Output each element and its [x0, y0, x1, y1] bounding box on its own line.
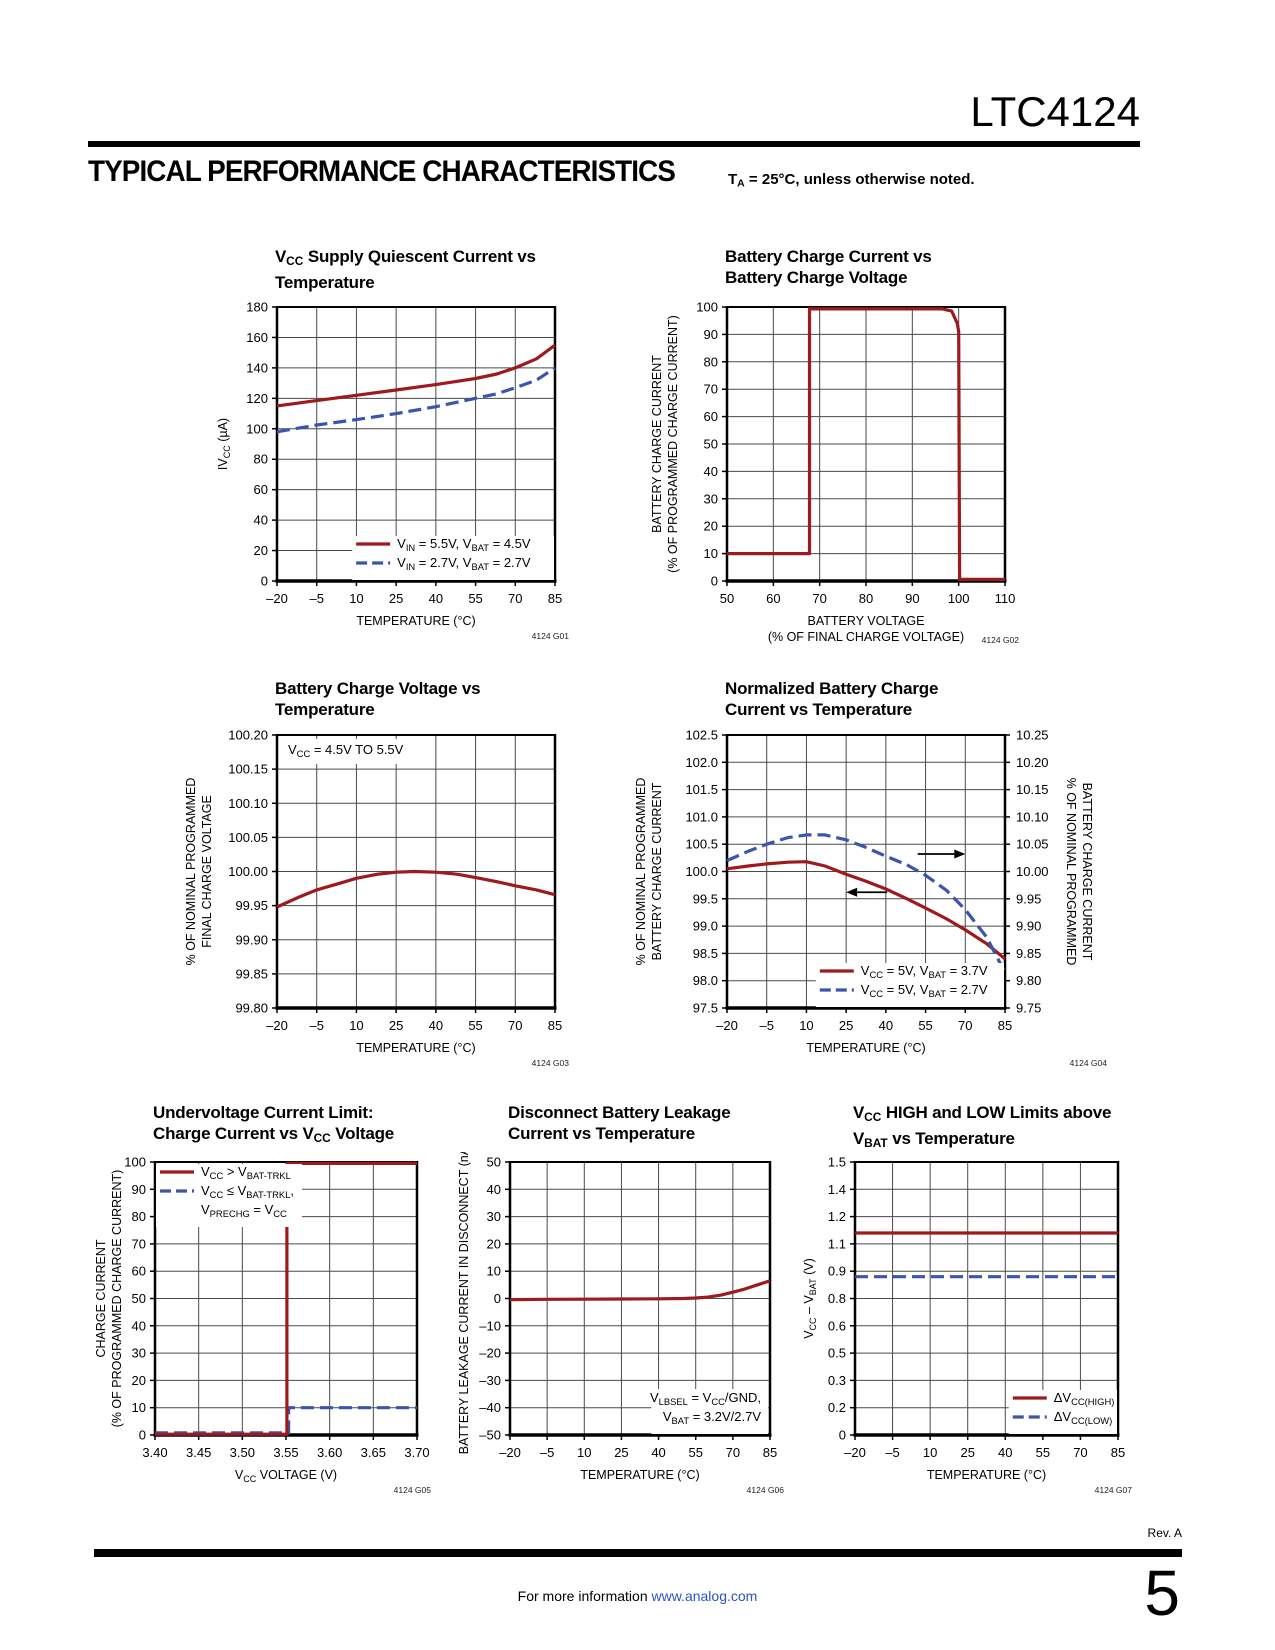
- svg-text:4124 G02: 4124 G02: [981, 635, 1019, 645]
- svg-text:ΔVCC(HIGH): $\Delta V_{CC(HIGH)}$: [1053, 1390, 1115, 1407]
- svg-text:0: 0: [260, 573, 268, 589]
- svg-text:4124 G03: 4124 G03: [531, 1058, 569, 1068]
- svg-text:40: 40: [131, 1318, 146, 1334]
- svg-text:10: 10: [349, 591, 364, 606]
- svg-text:99.85: 99.85: [235, 966, 268, 982]
- svg-text:10: 10: [799, 1018, 814, 1033]
- svg-text:55: 55: [468, 591, 483, 606]
- svg-text:55: 55: [468, 1018, 483, 1033]
- svg-text:10.25: 10.25: [1016, 727, 1049, 743]
- svg-text:10.15: 10.15: [1016, 782, 1049, 798]
- footer-text: For more information: [517, 1588, 652, 1604]
- svg-text:70: 70: [703, 381, 718, 397]
- chart-battery-charge-current: [647, 297, 1021, 666]
- svg-text:85: 85: [547, 1018, 563, 1033]
- svg-text:99.5: 99.5: [692, 891, 718, 907]
- svg-text:(% OF PROGRAMMED CHARGE CURREN: (% OF PROGRAMMED CHARGE CURRENT): [110, 1169, 124, 1428]
- svg-text:–20: –20: [479, 1345, 501, 1361]
- svg-text:3.55: 3.55: [273, 1445, 299, 1460]
- svg-text:4124 G05: 4124 G05: [393, 1485, 431, 1495]
- svg-text:9.90: 9.90: [1016, 918, 1042, 934]
- svg-text:55: 55: [1035, 1445, 1051, 1460]
- svg-text:VIN = 5.5V, VBAT = 4.5V: $V_{IN} = 5.5V$, $V_{BAT} = 4.5V$: [397, 536, 531, 553]
- svg-text:99.95: 99.95: [235, 898, 268, 914]
- svg-text:50: 50: [703, 436, 718, 452]
- svg-text:IVCC (µA): $IV_{CC}$ (µA): [216, 417, 232, 471]
- svg-text:BATTERY CHARGE CURRENT: BATTERY CHARGE CURRENT: [650, 355, 664, 533]
- svg-text:100: 100: [124, 1154, 146, 1170]
- svg-text:98.5: 98.5: [692, 945, 718, 961]
- svg-text:80: 80: [703, 354, 718, 370]
- svg-text:40: 40: [878, 1018, 894, 1033]
- svg-text:100.05: 100.05: [228, 829, 268, 845]
- svg-text:50: 50: [486, 1154, 501, 1170]
- svg-text:VCC = 5V, VBAT = 3.7V: $V_{CC} = 5V$, $V_{BAT} = 3.7V$: [860, 963, 988, 980]
- svg-text:25: 25: [838, 1018, 854, 1033]
- svg-text:97.5: 97.5: [692, 1000, 718, 1016]
- svg-text:100: 100: [696, 299, 718, 315]
- svg-text:85: 85: [1110, 1445, 1126, 1460]
- svg-text:40: 40: [428, 1018, 444, 1033]
- svg-text:100.5: 100.5: [685, 836, 718, 852]
- svg-text:100.00: 100.00: [228, 864, 268, 879]
- svg-text:–5: –5: [759, 1018, 774, 1033]
- footer-bar: [94, 1549, 1182, 1557]
- svg-text:BATTERY VOLTAGE: BATTERY VOLTAGE: [807, 614, 925, 628]
- svg-text:BATTERY CHARGE CURRENT: BATTERY CHARGE CURRENT: [1080, 782, 1094, 961]
- svg-text:TEMPERATURE (°C): TEMPERATURE (°C): [806, 1041, 926, 1055]
- svg-text:99.90: 99.90: [235, 932, 268, 948]
- svg-text:10: 10: [577, 1445, 592, 1460]
- svg-text:3.40: 3.40: [142, 1445, 168, 1460]
- svg-text:10.05: 10.05: [1016, 836, 1049, 852]
- svg-text:80: 80: [858, 591, 874, 606]
- svg-text:20: 20: [486, 1236, 501, 1252]
- chart-battery-charge-voltage: [181, 723, 571, 1079]
- chart-title-g07: $V_{CC}$ HIGH and LOW Limits above $V_{BAT}$ vs Temperature: [853, 1103, 1112, 1150]
- svg-text:BATTERY LEAKAGE CURRENT IN DIS: BATTERY LEAKAGE CURRENT IN DISCONNECT (nA): [457, 1152, 471, 1455]
- svg-text:101.5: 101.5: [685, 782, 718, 798]
- svg-text:TEMPERATURE (°C): TEMPERATURE (°C): [356, 1041, 476, 1055]
- section-note: $T_A = 25^\circ C$, unless otherwise noted.: [728, 171, 975, 190]
- svg-text:90: 90: [905, 591, 920, 606]
- svg-text:0.2: 0.2: [827, 1400, 846, 1416]
- svg-text:10.20: 10.20: [1016, 754, 1049, 770]
- svg-text:0.6: 0.6: [827, 1318, 846, 1334]
- svg-text:1.4: 1.4: [827, 1181, 846, 1197]
- svg-text:–20: –20: [266, 591, 288, 606]
- svg-text:40: 40: [486, 1181, 501, 1197]
- svg-text:25: 25: [614, 1445, 629, 1460]
- svg-text:4124 G04: 4124 G04: [1069, 1058, 1107, 1068]
- svg-text:30: 30: [486, 1209, 501, 1225]
- svg-text:25: 25: [388, 591, 404, 606]
- svg-text:98.0: 98.0: [692, 973, 718, 989]
- svg-text:TEMPERATURE (°C): TEMPERATURE (°C): [580, 1468, 700, 1482]
- svg-text:3.70: 3.70: [404, 1445, 430, 1460]
- svg-text:VCC VOLTAGE (V): $V_{CC}$ VOLTAGE (V): [234, 1468, 338, 1484]
- header-rule: [88, 141, 1140, 147]
- part-number: LTC4124: [970, 88, 1140, 135]
- svg-text:0.5: 0.5: [827, 1345, 846, 1361]
- chart-undervoltage-current-limit: [91, 1152, 433, 1506]
- svg-text:10: 10: [703, 546, 718, 562]
- svg-text:25: 25: [960, 1445, 975, 1460]
- svg-text:VCC > VBAT-TRKL: $V_{CC} > V_{BAT-TRKL}$: [201, 1164, 291, 1181]
- svg-text:70: 70: [131, 1236, 146, 1252]
- svg-text:–20: –20: [844, 1445, 866, 1460]
- svg-text:70: 70: [1073, 1445, 1088, 1460]
- svg-text:VCC – VBAT (V): $V_{CC} - V_{BAT}$ (V): [802, 1258, 818, 1339]
- section-title: TYPICAL PERFORMANCE CHARACTERISTICS: [88, 155, 675, 188]
- svg-text:160: 160: [246, 329, 268, 345]
- chart-title-g05: Undervoltage Current Limit: Charge Current vs $V_{CC}$ Voltage: [153, 1103, 395, 1145]
- svg-text:99.80: 99.80: [235, 1000, 268, 1016]
- chart-normalized-charge-current: [631, 723, 1109, 1079]
- svg-text:3.65: 3.65: [360, 1445, 386, 1460]
- svg-text:–20: –20: [266, 1018, 288, 1033]
- svg-text:40: 40: [428, 591, 444, 606]
- svg-text:20: 20: [253, 543, 268, 559]
- svg-text:10: 10: [349, 1018, 364, 1033]
- svg-text:85: 85: [547, 591, 563, 606]
- svg-text:9.80: 9.80: [1016, 973, 1042, 989]
- svg-text:TEMPERATURE (°C): TEMPERATURE (°C): [926, 1468, 1047, 1482]
- svg-text:–20: –20: [499, 1445, 521, 1460]
- svg-text:90: 90: [131, 1181, 146, 1197]
- chart-title-g03: Battery Charge Voltage vs Temperature: [275, 679, 481, 719]
- chart-title-g06: Disconnect Battery Leakage Current vs Temperature: [508, 1103, 731, 1143]
- chart-disconnect-leakage: [454, 1152, 786, 1506]
- svg-text:70: 70: [508, 591, 523, 606]
- svg-text:0.8: 0.8: [827, 1291, 846, 1306]
- svg-text:VPRECHG = VCC: $V_{PRECHG} = V_{CC}$: [201, 1202, 287, 1219]
- svg-text:(% OF FINAL CHARGE VOLTAGE): (% OF FINAL CHARGE VOLTAGE): [767, 630, 965, 644]
- svg-text:% OF NOMINAL PROGRAMMED: % OF NOMINAL PROGRAMMED: [1064, 777, 1078, 966]
- svg-text:102.0: 102.0: [685, 754, 718, 770]
- svg-text:100: 100: [947, 591, 970, 606]
- svg-text:70: 70: [812, 591, 827, 606]
- svg-text:20: 20: [131, 1372, 146, 1388]
- svg-text:100.0: 100.0: [685, 864, 718, 879]
- svg-text:99.0: 99.0: [692, 918, 718, 934]
- svg-text:100: 100: [246, 421, 268, 437]
- analog-link[interactable]: www.analog.com: [651, 1588, 758, 1604]
- svg-text:–30: –30: [479, 1372, 501, 1388]
- svg-text:BATTERY CHARGE CURRENT: BATTERY CHARGE CURRENT: [650, 782, 664, 961]
- svg-text:70: 70: [958, 1018, 973, 1033]
- svg-text:30: 30: [131, 1345, 146, 1361]
- svg-text:60: 60: [766, 591, 781, 606]
- svg-text:102.5: 102.5: [685, 727, 718, 743]
- svg-text:9.95: 9.95: [1016, 891, 1042, 907]
- svg-text:1.2: 1.2: [827, 1209, 846, 1225]
- svg-text:1.1: 1.1: [827, 1236, 846, 1252]
- svg-text:–5: –5: [885, 1445, 900, 1460]
- revision-label: Rev. A: [1147, 1526, 1182, 1540]
- svg-text:80: 80: [253, 451, 268, 467]
- svg-text:–40: –40: [479, 1400, 501, 1416]
- chart-title-g02: Battery Charge Current vs Battery Charge Voltage: [725, 247, 932, 287]
- svg-text:4124 G01: 4124 G01: [531, 631, 569, 641]
- svg-text:30: 30: [703, 491, 718, 507]
- svg-text:VCC = 5V, VBAT = 2.7V: $V_{CC} = 5V$, $V_{BAT} = 2.7V$: [860, 982, 988, 999]
- svg-text:90: 90: [703, 326, 718, 342]
- svg-text:3.50: 3.50: [229, 1445, 255, 1460]
- svg-text:0.3: 0.3: [827, 1372, 846, 1388]
- svg-text:60: 60: [253, 482, 268, 498]
- svg-text:20: 20: [703, 518, 718, 534]
- chart-vcc-high-low-limits: [799, 1152, 1134, 1506]
- svg-text:0: 0: [838, 1427, 846, 1443]
- svg-text:CHARGE CURRENT: CHARGE CURRENT: [94, 1239, 108, 1358]
- chart-title-g04: Normalized Battery Charge Current vs Temperature: [725, 679, 939, 719]
- svg-text:VLBSEL = VCC/GND,: $V_{LBSEL} = V_{CC}/GND$,: [649, 1390, 761, 1407]
- svg-text:VCC ≤ VBAT-TRKL,: $V_{CC} \le V_{BAT-TRKL}$,: [201, 1183, 294, 1200]
- svg-text:110: 110: [994, 591, 1016, 606]
- svg-text:0.9: 0.9: [827, 1263, 846, 1279]
- svg-text:1.5: 1.5: [827, 1154, 846, 1170]
- svg-text:–5: –5: [309, 591, 324, 606]
- svg-text:85: 85: [997, 1018, 1013, 1033]
- svg-text:100.10: 100.10: [228, 795, 268, 811]
- svg-text:10.00: 10.00: [1016, 864, 1049, 879]
- svg-text:ΔVCC(LOW): $\Delta V_{CC(LOW)}$: [1053, 1409, 1113, 1426]
- svg-text:50: 50: [131, 1291, 146, 1306]
- svg-text:70: 70: [508, 1018, 523, 1033]
- svg-text:VCC = 4.5V TO 5.5V: $V_{CC} = 4.5V$ TO 5.5V: [288, 742, 404, 759]
- page-number: 5: [1144, 1557, 1180, 1629]
- svg-text:–50: –50: [479, 1427, 501, 1443]
- chart-title-g01: $V_{CC}$ Supply Quiescent Current vs Temperature: [275, 247, 536, 292]
- svg-text:40: 40: [253, 512, 268, 528]
- svg-text:–5: –5: [309, 1018, 324, 1033]
- svg-text:10.10: 10.10: [1016, 809, 1049, 825]
- svg-text:60: 60: [131, 1263, 146, 1279]
- svg-text:55: 55: [918, 1018, 933, 1033]
- svg-text:–20: –20: [716, 1018, 738, 1033]
- svg-text:50: 50: [719, 591, 735, 606]
- svg-text:3.45: 3.45: [186, 1445, 212, 1460]
- svg-text:55: 55: [688, 1445, 703, 1460]
- svg-text:40: 40: [998, 1445, 1013, 1460]
- footer-info: [0, 1588, 1275, 1604]
- svg-text:80: 80: [131, 1209, 146, 1225]
- svg-text:10: 10: [922, 1445, 938, 1460]
- svg-text:% OF NOMINAL PROGRAMMED: % OF NOMINAL PROGRAMMED: [184, 777, 198, 966]
- svg-text:100.15: 100.15: [228, 761, 268, 777]
- svg-text:180: 180: [246, 299, 268, 315]
- svg-text:TEMPERATURE (°C): TEMPERATURE (°C): [356, 614, 476, 628]
- svg-text:25: 25: [388, 1018, 404, 1033]
- svg-text:–10: –10: [479, 1318, 501, 1334]
- svg-text:10: 10: [486, 1263, 501, 1279]
- svg-text:VBAT = 3.2V/2.7V: $V_{BAT} = 3.2V/2.7V$: [662, 1409, 761, 1426]
- svg-text:0: 0: [138, 1427, 146, 1443]
- svg-text:101.0: 101.0: [685, 809, 718, 825]
- svg-text:VIN = 2.7V, VBAT = 2.7V: $V_{IN} = 2.7V$, $V_{BAT} = 2.7V$: [397, 555, 531, 572]
- svg-text:9.85: 9.85: [1016, 945, 1042, 961]
- svg-text:10: 10: [131, 1400, 146, 1416]
- svg-text:4124 G07: 4124 G07: [1094, 1485, 1132, 1495]
- svg-text:40: 40: [651, 1445, 666, 1460]
- svg-text:9.75: 9.75: [1016, 1000, 1042, 1016]
- svg-text:120: 120: [246, 390, 268, 406]
- svg-text:0: 0: [493, 1291, 501, 1306]
- svg-text:3.60: 3.60: [317, 1445, 343, 1460]
- svg-text:FINAL CHARGE VOLTAGE: FINAL CHARGE VOLTAGE: [200, 795, 214, 948]
- svg-text:0: 0: [710, 573, 718, 589]
- svg-text:4124 G06: 4124 G06: [746, 1485, 784, 1495]
- svg-text:% OF NOMINAL PROGRAMMED: % OF NOMINAL PROGRAMMED: [634, 777, 648, 966]
- svg-text:85: 85: [762, 1445, 778, 1460]
- svg-text:(% OF PROGRAMMED CHARGE CURREN: (% OF PROGRAMMED CHARGE CURRENT): [666, 315, 680, 573]
- svg-text:70: 70: [725, 1445, 741, 1460]
- chart-vcc-quiescent-current: [213, 297, 571, 652]
- svg-text:–5: –5: [539, 1445, 555, 1460]
- svg-text:40: 40: [703, 463, 718, 479]
- svg-text:100.20: 100.20: [228, 727, 268, 743]
- svg-text:140: 140: [246, 360, 268, 376]
- svg-text:60: 60: [703, 409, 718, 425]
